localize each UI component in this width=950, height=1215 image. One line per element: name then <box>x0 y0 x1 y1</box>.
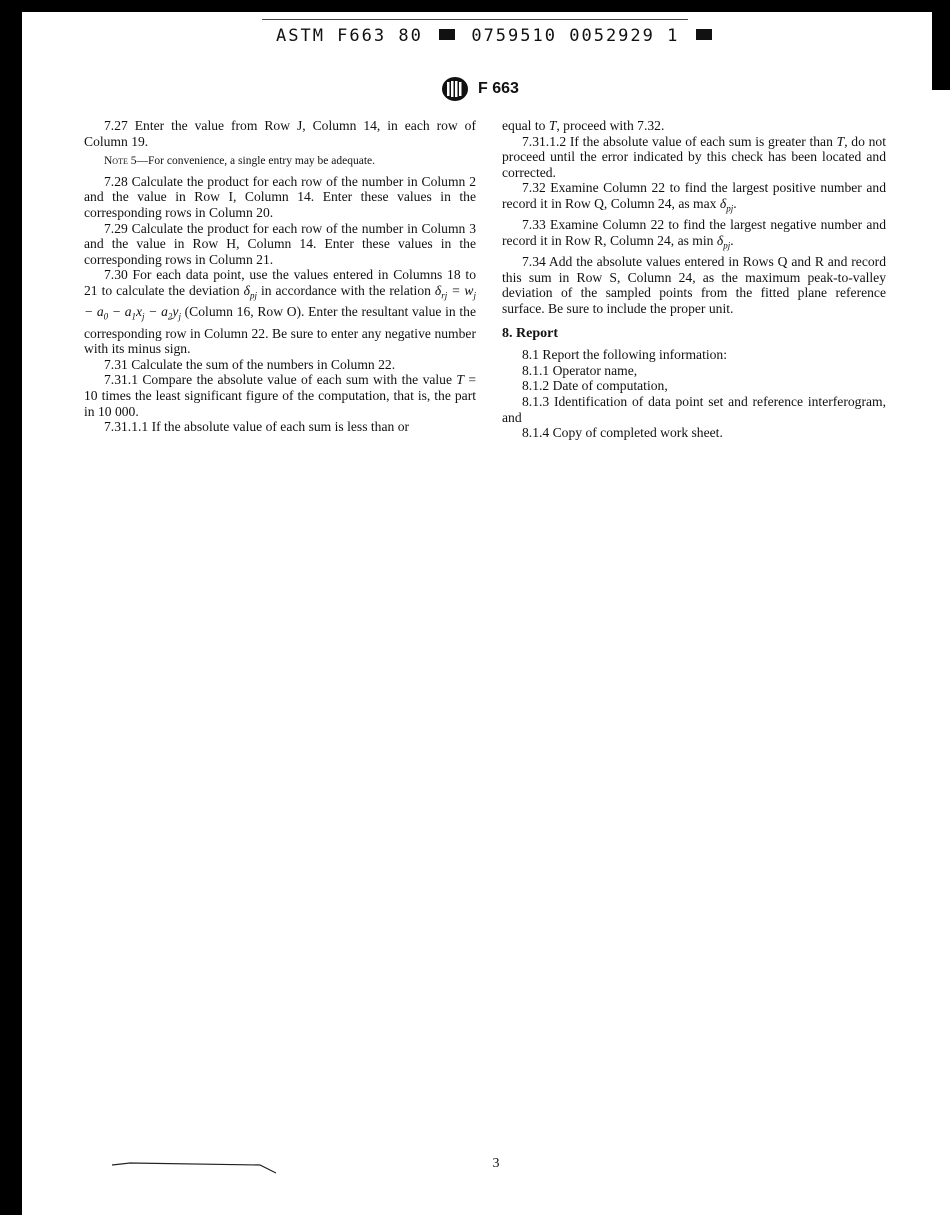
note-5: Note 5—For convenience, a single entry may be adequate. <box>104 155 376 168</box>
paragraph-7-31: 7.31 Calculate the sum of the numbers in Column 22. <box>104 356 396 372</box>
scan-border-left <box>0 0 22 1215</box>
paragraph-8-1-1: 8.1.1 Operator name, <box>522 362 638 378</box>
paragraph-7-31-1-1-continued: equal to T, proceed with 7.32. <box>502 118 665 133</box>
paragraph-7-31-1-2: 7.31.1.2 If the absolute value of each sum is greater than T, do not proceed until the error indicated by this check has been located and corrected. <box>502 133 886 180</box>
section-8-heading: 8. Report <box>502 325 558 341</box>
footer-squiggle-mark <box>110 1160 280 1176</box>
running-header: ASTM F663 80 0759510 0052929 1 <box>276 26 696 52</box>
paragraph-7-33: 7.33 Examine Column 22 to find the largest negative number and record it in Row R, Column 24, as $\min \delta_{pj}$. <box>502 217 886 251</box>
left-column <box>84 118 476 435</box>
paragraph-7-34: 7.34 Add the absolute values entered in Rows Q and R and record this sum in Row S, Column 24, as the maximum peak-to-valley deviation of the sampled points from the fitted plane reference surface. Be sure to include the proper unit. <box>502 254 886 316</box>
paragraph-7-30: 7.30 For each data point, use the values entered in Columns 18 to 21 to calculate the deviation $\delta_{pj}$ in accordance with the relation $\delta_{rj} = w_j - a_0 - a_1x_j - a_2y_j$ (Column 16, Row O). Enter the resultant value in the corresponding row in Column 22. Be sure to enter any negative number with its minus sign. <box>84 267 476 357</box>
scan-border-right <box>932 0 950 90</box>
paragraph-7-31-1: 7.31.1 Compare the absolute value of each sum with the value T = 10 times the least significant figure of the computation, that is, the part in 10 000. <box>84 372 476 419</box>
paragraph-8-1-4: 8.1.4 Copy of completed work sheet. <box>522 425 723 441</box>
page-header <box>440 76 560 102</box>
paragraph-8-1-2: 8.1.2 Date of computation, <box>522 378 668 394</box>
page-number: 3 <box>492 1156 500 1171</box>
paragraph-7-29: 7.29 Calculate the product for each row of the number in Column 3 and the value in Row H, Column 14. Enter these values in the corresponding rows in Column 21. <box>84 220 476 267</box>
block-mark <box>439 29 455 40</box>
paragraph-7-27: 7.27 Enter the value from Row J, Column 14, in each row of Column 19. <box>84 118 476 149</box>
designation: F 663 <box>478 80 519 97</box>
block-mark <box>696 29 712 40</box>
right-column <box>502 118 886 441</box>
paragraph-8-1-3: 8.1.3 Identification of data point set and reference interferogram, and <box>502 393 886 425</box>
paragraph-7-28: 7.28 Calculate the product for each row of the number in Column 2 and the value in Row I, Column 14. Enter these values in the corresponding rows in Column 20. <box>84 173 476 220</box>
paragraph-7-32: 7.32 Examine Column 22 to find the largest positive number and record it in Row Q, Column 24, as $\max \delta_{pj}$. <box>502 180 886 214</box>
top-rule <box>262 19 688 20</box>
paragraph-7-31-1-1: 7.31.1.1 If the absolute value of each sum is less than or <box>104 419 410 435</box>
scan-border-top <box>0 0 950 12</box>
paragraph-8-1: 8.1 Report the following information: <box>522 347 728 363</box>
astm-logo-icon <box>440 76 470 102</box>
